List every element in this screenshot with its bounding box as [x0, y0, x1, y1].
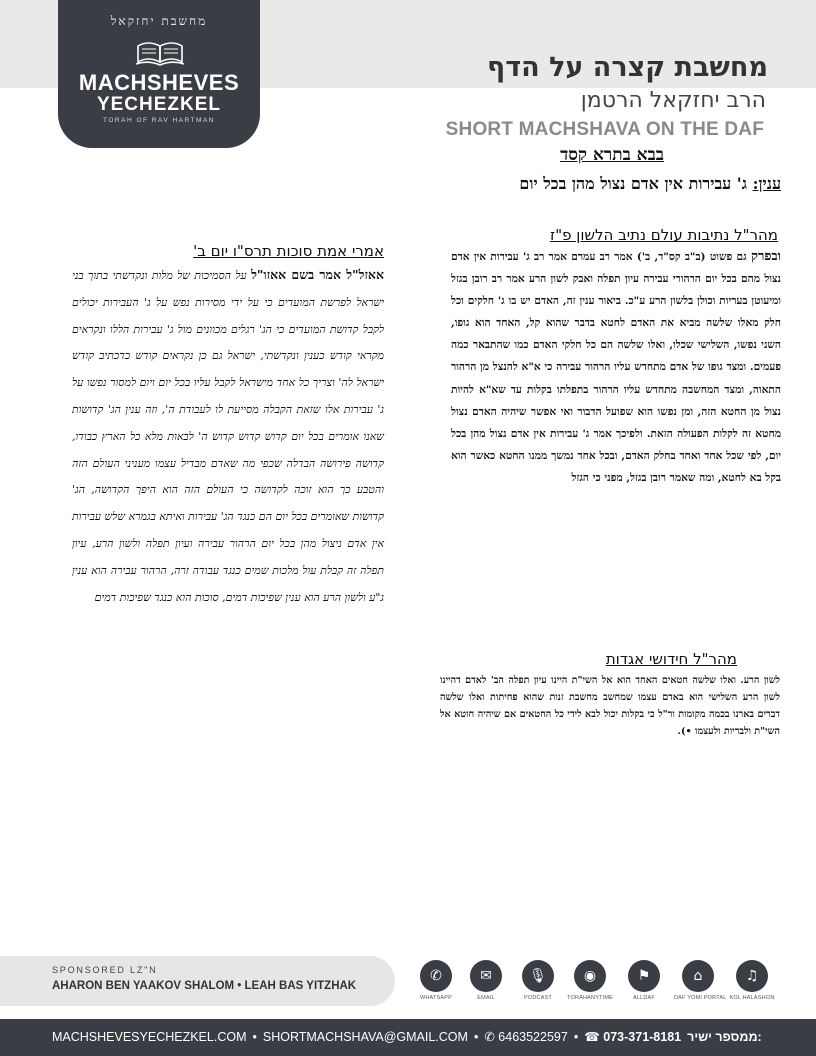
- english-title: SHORT MACHSHAVA ON THE DAF: [445, 119, 764, 140]
- alldaf-label: ALLDAF: [633, 995, 655, 1001]
- sponsor-label: SPONSORED LZ"N: [52, 965, 158, 975]
- logo-tagline: TORAH OF RAV HARTMAN: [103, 117, 215, 124]
- daf-yomi-portal-label: DAF YOMI PORTAL: [674, 995, 727, 1001]
- page-title: מחשבת קצרה על הדף: [487, 52, 768, 83]
- separator-dot: •: [573, 1030, 579, 1044]
- direct-number-label: ממספר ישיר:: [687, 1030, 762, 1044]
- whatsapp-icon: ✆: [420, 960, 452, 992]
- maharal-chidushei-heading: מהר"ל חידושי אגדות: [605, 650, 737, 668]
- alldaf-icon: ⚑: [628, 960, 660, 992]
- maharal-nesivos-text: [451, 246, 781, 489]
- masechta-heading: בבא בתרא קסד: [560, 145, 664, 165]
- inyan-label: ענין:: [752, 174, 781, 193]
- direct-number[interactable]: 073-371-8181: [603, 1030, 682, 1044]
- email-address-link[interactable]: SHORTMACHSHAVA@GMAIL.COM: [262, 1030, 468, 1044]
- podcast-label: PODCAST: [524, 995, 552, 1001]
- logo-name-line1: MACHSHEVES: [78, 70, 240, 95]
- inyan-text: ג' עבירות אין אדם נצול מהן בכל יום: [519, 174, 753, 193]
- torahanytime-link[interactable]: [566, 960, 614, 1001]
- torahanytime-icon: ◉: [574, 960, 606, 992]
- website-link[interactable]: MACHSHEVESYECHEZKEL.COM: [52, 1030, 247, 1044]
- alldaf-link[interactable]: [620, 960, 668, 1001]
- torahanytime-label: TORAHANYTIME: [567, 995, 613, 1001]
- podcast-icon: 🎙: [522, 960, 554, 992]
- email-icon: ✉: [470, 960, 502, 992]
- email-link[interactable]: [462, 960, 510, 1001]
- maharal-nesivos-heading: מהר"ל נתיבות עולם נתיב הלשון פ"ז: [550, 226, 778, 244]
- daf-yomi-portal-link[interactable]: [674, 960, 727, 1001]
- maharal-nesivos-body: גם פשוט (ב"ב קס"ד, ב') אמר רב עמרם אמר רב ג' עבירות אין אדם נצול מהם בכל יום הרהורי עבירה עיון תפלה ואבק לשון הרע אמר רב רובן בגזל ומיעוטן בעריות וכולן בלשון הרע ע"כ. ביאור ענין זה, האדם יש בו ג' חלקים וכל חלק מאלו שלשה מביא את האדם לחטא בדבר שהוא קל, האחד הוא גופו, השני נפשו, השלישי שכלו, ואלו שלשה הם כל חלקי האדם כמו שהתבאר כמה פעמים. ומצד גופו של אדם מתחדש עליו הרהור עבירה כי א"א להנצל מן הרהור התאוה, ומצד המחשבה מתחדש עליו הרהור בתפלתו בקלות עד שא"א להיות נצול מן החטא הזה, ומן נפשו הוא שפועל הדבור ואי אפשר שיהיה האדם נצול מחטא זה לקלות הפעולה הזאת. ולפיכך אמר ג' עבירות אין אדם נצול מהן בכל יום, לפי שכל אחד ואחד בחלק האדם, ובכל אחד נמשך ממנו החטא כאשר הוא בקל בא לחטא, ומה שאמר רובן בגזל, מפני כי הגזל: [451, 251, 781, 484]
- logo: [58, 0, 260, 148]
- rav-name: הרב יחזקאל הרטמן: [580, 88, 766, 113]
- separator-dot: •: [473, 1030, 479, 1044]
- contact-bar: [0, 1019, 816, 1056]
- imrei-emes-heading: אמרי אמת סוכות תרס"ו יום ב': [193, 242, 384, 260]
- maharal-nesivos-lead: ובפרק: [750, 249, 781, 264]
- sponsor-names: AHARON BEN YAAKOV SHALOM • LEAH BAS YITZHAK: [52, 980, 357, 992]
- imrei-emes-lead: אאזל"ל אמר בשם אאזו"ל: [251, 267, 384, 282]
- whatsapp-link[interactable]: [412, 960, 460, 1001]
- whatsapp-number[interactable]: 6463522597: [498, 1030, 568, 1044]
- phone-icon: ☎: [584, 1030, 604, 1044]
- kol-halashon-label: KOL HALASHON: [729, 995, 775, 1001]
- imrei-emes-body: על הסמיכות של מלות ונקדשתי בתוך בני ישראל לפרשת המועדים כי על ידי מסירות נפש על ג' העבירות יכולים לקבל קדושת המועדים כי הג' רגלים מכוונים מול ג' עבירות הללו ונקראים מקראי קודש כענין ונקדשתי, ישראל גם כן נקראים קודש כדכתיב קודש ישראל לה' וצריך כל אחד מישראל לקבל עליו בכל יום ויום למסור נפשו על ג' עבירות אלו שזאת הקבלה מסייעת לו לעבודת ה', וזה ענין הג' קדושות שאנו אומרים בכל יום קדוש קדוש קדוש ה' לבאות מלא כל הארץ כבודו, קדושה פירושה הבדלה שכפי מה שאדם מבדיל עצמו מעניני העולם הזה והטבע כך הוא זוכה לקדושה כי העולם הזה הוא היפך הקדושה, הג' קדושות שאומרים בכל יום הם כנגד הג' עבירות ואיתא בגמרא שלש עבירות אין אדם ניצול מהן בכל יום הרהור עבירה ועיון תפלה ולשון הרע, עיון תפלה זה קבלת עול מלכות שמים כנגד עבודה זרה, הרהור עבירה הוא ענין ג"ע ולשון הרע הוא ענין שפיכות דמים, סוכות הוא כנגד שפיכות דמים: [72, 269, 384, 604]
- logo-name-line2: YECHEZKEL: [96, 94, 222, 115]
- daf-yomi-portal-icon: ⌂: [682, 960, 714, 992]
- whatsapp-small-icon: ✆: [484, 1030, 499, 1044]
- imrei-emes-text: [72, 262, 384, 611]
- logo-hebrew-text: מחשבת יחזקאל: [110, 14, 208, 28]
- contact-line: [52, 1029, 762, 1044]
- platform-links: [412, 960, 782, 1006]
- open-book-icon: [134, 38, 186, 66]
- whatsapp-label: WHATSAPP: [419, 995, 453, 1001]
- separator-dot: •: [252, 1030, 257, 1044]
- maharal-chidushei-text: לשון הרע. ואלו שלשה חטאים האחד הוא אל השי"ת היינו עיון תפלה הב' לאדם דהיינו לשון הרע השלישי הוא באדם עצמו שמחשב מחשבת זנות שהוא פחיתות ואלו שלשה דברים בארנו בכמה מקומות ור"ל כי בקלות יכול לבא לידי כל החטאים אם שיהיה חוטא אל השי"ת ולבריות ולעצמו •).: [440, 675, 780, 738]
- podcast-link[interactable]: [514, 960, 562, 1001]
- kol-halashon-link[interactable]: [728, 960, 776, 1001]
- inyan-heading: [519, 174, 781, 194]
- email-label: EMAIL: [477, 995, 495, 1001]
- kol-halashon-icon: ♫: [736, 960, 768, 992]
